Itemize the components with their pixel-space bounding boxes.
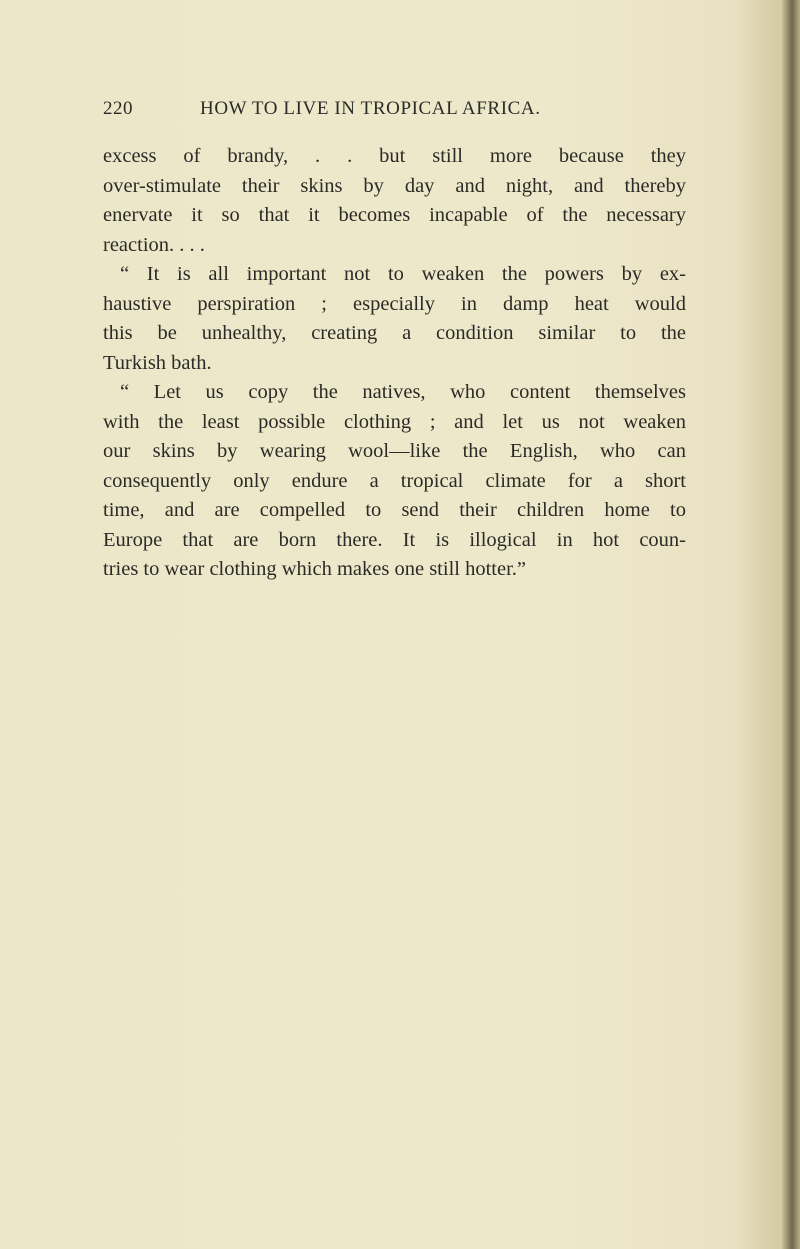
text-line: Europe that are born there. It is illogical in hot coun- <box>103 528 686 551</box>
paragraph-1 <box>103 142 686 260</box>
text-line: reaction. . . . <box>103 233 205 256</box>
text-line: “ It is all important not to weaken the powers by ex- <box>120 263 686 285</box>
paragraph-3 <box>103 378 686 585</box>
page-number: 220 <box>103 98 133 119</box>
text-line: tries to wear clothing which makes one still hotter.” <box>103 558 526 580</box>
text-line: “ Let us copy the natives, who content themselves <box>120 381 686 403</box>
text-line: this be unhealthy, creating a condition similar to the <box>103 322 686 344</box>
text-line: Turkish bath. <box>103 351 212 374</box>
paragraph-2 <box>103 260 686 378</box>
body-text <box>103 142 686 585</box>
text-line: consequently only endure a tropical climate for a short <box>103 469 686 492</box>
text-line: time, and are compelled to send their children home to <box>103 499 686 521</box>
page-binding-edge <box>782 0 800 1249</box>
text-line: our skins by wearing wool—like the English, who can <box>103 440 686 462</box>
text-line: with the least possible clothing ; and let us not weaken <box>103 410 686 433</box>
text-line: excess of brandy, . . but still more because they <box>103 145 686 167</box>
text-line: over-stimulate their skins by day and night, and thereby <box>103 174 686 197</box>
running-head <box>103 98 703 128</box>
text-line: enervate it so that it becomes incapable of the necessary <box>103 204 686 226</box>
text-line: haustive perspiration ; especially in damp heat would <box>103 292 686 315</box>
running-head-title: HOW TO LIVE IN TROPICAL AFRICA. <box>200 98 541 119</box>
